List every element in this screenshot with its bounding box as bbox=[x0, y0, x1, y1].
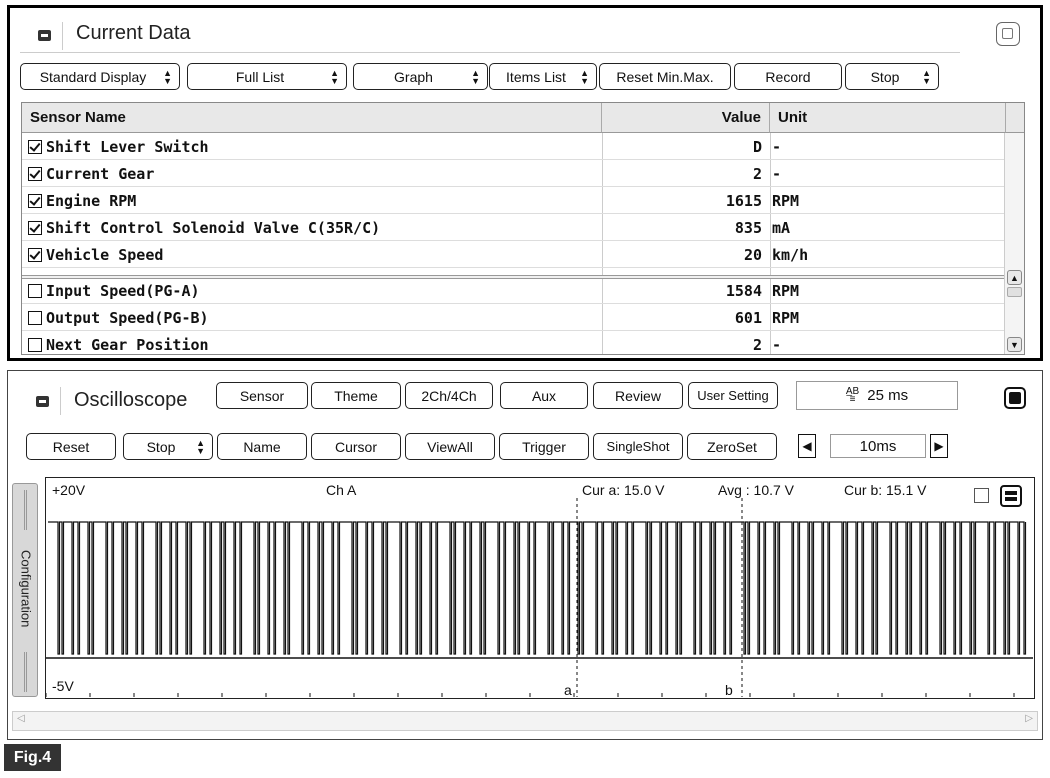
trigger-button[interactable] bbox=[499, 433, 589, 460]
sensor-unit: RPM bbox=[772, 281, 800, 300]
col-header-unit[interactable]: Unit bbox=[770, 103, 1006, 133]
sensor-name: Output Speed(PG-B) bbox=[46, 308, 209, 327]
updown-arrows-icon: ▲ ▼ bbox=[196, 438, 205, 456]
channel-label: Ch A bbox=[326, 482, 357, 498]
user-setting-button-label: User Setting bbox=[697, 388, 769, 403]
sensor-unit: km/h bbox=[772, 245, 809, 264]
reset-button-label: Reset bbox=[52, 438, 90, 455]
sensor-name-cell bbox=[28, 241, 598, 268]
sample-time-value: 25 ms bbox=[867, 387, 909, 404]
sample-time-icon: A̲B ≡ bbox=[845, 385, 860, 405]
scroll-down-icon[interactable]: ▼ bbox=[1007, 337, 1022, 352]
sensor-table bbox=[21, 102, 1025, 355]
current-data-panel bbox=[7, 5, 1043, 361]
cursor-button[interactable] bbox=[311, 433, 401, 460]
sensor-button-label: Sensor bbox=[239, 387, 285, 404]
sensor-button[interactable] bbox=[216, 382, 308, 409]
figure-label: Fig.4 bbox=[4, 744, 61, 771]
sensor-name: Vehicle Speed bbox=[46, 245, 164, 264]
reset-button[interactable] bbox=[26, 433, 116, 460]
sensor-value: 1615 bbox=[725, 191, 762, 210]
sensor-unit: RPM bbox=[772, 191, 800, 210]
row-checkbox[interactable] bbox=[28, 338, 42, 352]
sensor-name: Next Gear Position bbox=[46, 335, 209, 354]
sensor-name-cell bbox=[28, 133, 598, 160]
row-checkbox[interactable] bbox=[28, 284, 42, 298]
standard-display-select[interactable] bbox=[20, 63, 180, 90]
updown-arrows-icon: ▲ ▼ bbox=[580, 68, 589, 86]
scroll-thumb[interactable] bbox=[1007, 287, 1022, 297]
timebase-prev-icon[interactable]: ◀ bbox=[798, 434, 816, 458]
sensor-name: Shift Control Solenoid Valve C(35R/C) bbox=[46, 218, 381, 237]
maximize-icon[interactable] bbox=[996, 22, 1020, 46]
row-checkbox[interactable] bbox=[28, 221, 42, 235]
viewall-button-label: ViewAll bbox=[427, 438, 473, 455]
sensor-value: 2 bbox=[752, 164, 762, 183]
theme-button[interactable] bbox=[311, 382, 401, 409]
updown-arrows-icon: ▲ ▼ bbox=[330, 68, 339, 86]
sensor-unit: RPM bbox=[772, 308, 800, 327]
sensor-name-cell bbox=[28, 214, 598, 241]
table-vertical-scrollbar[interactable] bbox=[1004, 133, 1024, 355]
sensor-name-cell bbox=[28, 277, 598, 304]
channel-mode-button[interactable] bbox=[405, 382, 493, 409]
stop-select[interactable] bbox=[845, 63, 939, 90]
row-checkbox[interactable] bbox=[28, 248, 42, 262]
sensor-unit: - bbox=[772, 137, 782, 156]
sensor-name: Input Speed(PG-A) bbox=[46, 281, 200, 300]
sensor-name: Engine RPM bbox=[46, 191, 137, 210]
configuration-label: Configuration bbox=[18, 550, 34, 628]
timebase-value[interactable]: 10ms bbox=[830, 434, 926, 458]
sensor-name-cell bbox=[28, 160, 598, 187]
zeroset-button-label: ZeroSet bbox=[707, 438, 757, 455]
singleshot-button-label: SingleShot bbox=[606, 439, 670, 454]
col-header-value[interactable]: Value bbox=[602, 103, 770, 133]
stop-select-label: Stop bbox=[146, 438, 176, 455]
stop-select[interactable] bbox=[123, 433, 213, 460]
title-divider bbox=[60, 387, 61, 415]
singleshot-button[interactable] bbox=[593, 433, 683, 460]
header-separator bbox=[20, 52, 960, 53]
sensor-name: Current Gear bbox=[46, 164, 155, 183]
record-button-label: Record bbox=[765, 68, 811, 85]
updown-arrows-icon: ▲ ▼ bbox=[163, 68, 172, 86]
sensor-value: 20 bbox=[743, 245, 762, 264]
name-button[interactable] bbox=[217, 433, 307, 460]
sample-time-display[interactable] bbox=[796, 381, 958, 410]
sensor-value: 1584 bbox=[725, 281, 762, 300]
y-min-label: -5V bbox=[52, 678, 74, 694]
sensor-unit: mA bbox=[772, 218, 791, 237]
panel-menu-icon[interactable] bbox=[38, 30, 51, 41]
table-row[interactable] bbox=[22, 331, 1006, 355]
updown-arrows-icon: ▲ ▼ bbox=[471, 68, 480, 86]
cursor-button-label: Cursor bbox=[334, 438, 377, 455]
updown-arrows-icon: ▲ ▼ bbox=[922, 68, 931, 86]
table-row[interactable] bbox=[22, 160, 1006, 187]
split-view-icon[interactable] bbox=[1000, 485, 1022, 507]
full-list-select[interactable] bbox=[187, 63, 347, 90]
aux-button[interactable] bbox=[500, 382, 588, 409]
channel-toggle-checkbox[interactable] bbox=[974, 488, 989, 503]
sensor-name-cell bbox=[28, 304, 598, 331]
title-divider bbox=[62, 22, 63, 50]
sensor-value: 835 bbox=[734, 218, 762, 237]
theme-button-label: Theme bbox=[334, 387, 378, 404]
cursor-b-label[interactable]: b bbox=[725, 682, 733, 698]
panel-menu-icon[interactable] bbox=[36, 396, 49, 407]
sensor-name-cell bbox=[28, 187, 598, 214]
plot-horizontal-scrollbar[interactable] bbox=[12, 711, 1038, 731]
sensor-value: 601 bbox=[734, 308, 762, 327]
reset-minmax-button[interactable] bbox=[599, 63, 731, 90]
zeroset-button[interactable] bbox=[687, 433, 777, 460]
timebase-next-icon[interactable]: ▶ bbox=[930, 434, 948, 458]
review-button[interactable] bbox=[593, 382, 683, 409]
full-list-select-label: Full List bbox=[235, 68, 285, 85]
cursor-a-readout: Cur a: 15.0 V bbox=[582, 482, 665, 498]
row-checkbox[interactable] bbox=[28, 194, 42, 208]
oscilloscope-title: Oscilloscope bbox=[74, 389, 188, 411]
waveform-trace bbox=[48, 522, 1026, 654]
channel-mode-button-label: 2Ch/4Ch bbox=[421, 387, 477, 404]
sensor-unit: - bbox=[772, 164, 782, 183]
grip-icon bbox=[24, 490, 27, 530]
scroll-left-icon[interactable]: ◁ bbox=[17, 713, 25, 724]
reset-minmax-button-label: Reset Min.Max. bbox=[616, 68, 714, 85]
panel-restore-icon[interactable] bbox=[1004, 387, 1026, 409]
sensor-value: 2 bbox=[752, 335, 762, 354]
panel-title: Current Data bbox=[76, 22, 191, 44]
col-header-spacer bbox=[1006, 103, 1025, 133]
sensor-unit: - bbox=[772, 335, 782, 354]
col-header-sensor-name[interactable]: Sensor Name bbox=[22, 103, 602, 133]
cursor-a-label[interactable]: a bbox=[564, 682, 572, 698]
name-button-label: Name bbox=[243, 438, 281, 455]
viewall-button[interactable] bbox=[405, 433, 495, 460]
oscilloscope-panel bbox=[7, 370, 1043, 740]
oscilloscope-plot[interactable] bbox=[45, 477, 1035, 699]
cursor-b-readout: Cur b: 15.1 V bbox=[844, 482, 927, 498]
table-row[interactable] bbox=[22, 241, 1006, 268]
configuration-tab[interactable] bbox=[12, 483, 38, 697]
table-row[interactable] bbox=[22, 133, 1006, 160]
scroll-up-icon[interactable]: ▲ bbox=[1007, 270, 1022, 285]
stop-select-label: Stop bbox=[870, 68, 900, 85]
grip-icon bbox=[24, 652, 27, 692]
table-row[interactable] bbox=[22, 304, 1006, 331]
trigger-button-label: Trigger bbox=[522, 438, 566, 455]
row-group-separator bbox=[22, 275, 1006, 279]
average-readout: Avg : 10.7 V bbox=[718, 482, 795, 498]
waveform-svg bbox=[46, 478, 1033, 697]
table-row[interactable] bbox=[22, 277, 1006, 304]
sensor-value: D bbox=[752, 137, 762, 156]
sensor-name: Shift Lever Switch bbox=[46, 137, 209, 156]
row-checkbox[interactable] bbox=[28, 140, 42, 154]
items-list-select[interactable] bbox=[489, 63, 597, 90]
table-row[interactable] bbox=[22, 214, 1006, 241]
review-button-label: Review bbox=[615, 387, 661, 404]
row-checkbox[interactable] bbox=[28, 311, 42, 325]
table-row[interactable] bbox=[22, 187, 1006, 214]
user-setting-button[interactable] bbox=[688, 382, 778, 409]
standard-display-select-label: Standard Display bbox=[39, 68, 147, 85]
graph-select[interactable] bbox=[353, 63, 488, 90]
y-max-label: +20V bbox=[52, 482, 86, 498]
sensor-name-cell bbox=[28, 331, 598, 355]
aux-button-label: Aux bbox=[531, 387, 557, 404]
scroll-right-icon[interactable]: ▷ bbox=[1025, 713, 1033, 724]
items-list-select-label: Items List bbox=[506, 68, 566, 85]
graph-select-label: Graph bbox=[394, 68, 433, 85]
record-button[interactable] bbox=[734, 63, 842, 90]
row-checkbox[interactable] bbox=[28, 167, 42, 181]
